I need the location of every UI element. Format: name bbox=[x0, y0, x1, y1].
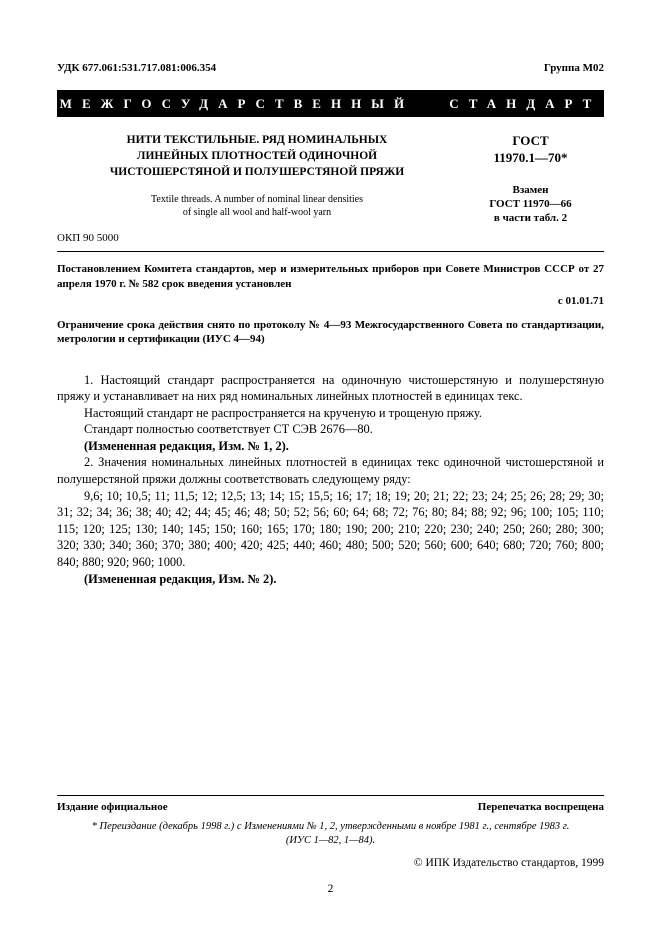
paragraph-conformity: Стандарт полностью соответствует СТ СЭВ 2676—80. bbox=[84, 422, 373, 437]
gost-designation bbox=[457, 132, 604, 166]
limitation-text: Ограничение срока действия снято по протоколу № 4—93 Межгосударственного Совета по стандартизации, метрологии и сертификации (ИУС 4—94) bbox=[57, 318, 604, 345]
divider-bottom bbox=[57, 795, 604, 796]
okp-code: ОКП 90 5000 bbox=[57, 232, 119, 244]
title-left-column bbox=[57, 132, 457, 244]
divider-top bbox=[57, 251, 604, 252]
banner-label: МЕЖГОСУДАРСТВЕННЫЙ СТАНДАРТ bbox=[59, 95, 602, 111]
paragraph-scope: 1. Настоящий стандарт распространяется на одиночную чистошерстяную и полушерстяную пряжу и устанавливает на них ряд номинальных линейных плотностей в единицах текс. bbox=[57, 372, 604, 404]
title-block bbox=[57, 132, 604, 244]
reissue-note bbox=[57, 820, 604, 848]
replaces-number: ГОСТ 11970—66 bbox=[489, 198, 572, 210]
title-en-line: of single all wool and half-wool yarn bbox=[182, 207, 332, 218]
page-number: 2 bbox=[327, 883, 334, 895]
footer-labels bbox=[57, 801, 604, 813]
title-ru-line: НИТИ ТЕКСТИЛЬНЫЕ. РЯД НОМИНАЛЬНЫХ bbox=[126, 134, 388, 146]
udk-code: УДК 677.061:531.717.081:006.354 bbox=[57, 62, 217, 74]
title-en-line: Textile threads. A number of nominal linear densities bbox=[150, 194, 364, 205]
effective-date: с 01.01.71 bbox=[557, 295, 604, 307]
title-ru-line: ЛИНЕЙНЫХ ПЛОТНОСТЕЙ ОДИНОЧНОЙ bbox=[136, 150, 378, 162]
replaces-note bbox=[457, 183, 604, 225]
gost-number: 11970.1—70* bbox=[493, 150, 568, 165]
copyright-line: © ИПК Издательство стандартов, 1999 bbox=[413, 857, 604, 869]
gost-label: ГОСТ bbox=[512, 133, 549, 148]
preamble-section bbox=[57, 262, 604, 347]
paragraph-exclusion: Настоящий стандарт не распространяется на крученую и трощеную пряжу. bbox=[84, 405, 482, 420]
document-body bbox=[57, 372, 604, 588]
document-footer bbox=[57, 795, 604, 895]
reissue-note-line: * Переиздание (декабрь 1998 г.) с Изменениями № 1, 2, утвержденными в ноябре 1981 г., сентябре 1983 г. bbox=[91, 821, 570, 832]
group-code: Группа М02 bbox=[543, 62, 604, 74]
official-edition-label: Издание официальное bbox=[57, 801, 168, 813]
replaces-label: Взамен bbox=[512, 184, 549, 196]
title-ru-line: ЧИСТОШЕРСТЯНОЙ И ПОЛУШЕРСТЯНОЙ ПРЯЖИ bbox=[109, 166, 405, 178]
decree-text: Постановлением Комитета стандартов, мер и измерительных приборов при Совете Министров СССР от 27 апреля 1970 г. № 582 срок введения установлен bbox=[57, 263, 604, 290]
reissue-note-line: (ИУС 1—82, 1—84). bbox=[285, 835, 376, 846]
document-title-ru bbox=[57, 132, 457, 180]
amendment-note-1: (Измененная редакция, Изм. № 1, 2). bbox=[84, 438, 289, 453]
amendment-note-2: (Измененная редакция, Изм. № 2). bbox=[84, 571, 277, 586]
document-title-en bbox=[57, 193, 457, 219]
interstate-standard-banner bbox=[57, 90, 604, 117]
document-top-codes bbox=[57, 62, 604, 74]
title-right-column bbox=[457, 132, 604, 244]
paragraph-values: 2. Значения номинальных линейных плотностей в единицах текс одиночной чистошерстяной и полушерстяной пряжи должны соответствовать следующему ряду: bbox=[57, 455, 604, 487]
reprint-prohibited-label: Перепечатка воспрещена bbox=[477, 801, 604, 813]
replaces-scope: в части табл. 2 bbox=[493, 212, 568, 224]
density-series: 9,6; 10; 10,5; 11; 11,5; 12; 12,5; 13; 14; 15; 15,5; 16; 17; 18; 19; 20; 21; 22; 23; 24; 25; 26; 28; 29; 30; 31; 32; 34; 36; 38; 40; 42; 44; 45; 46; 48; 50; 52; 56; 60; 64; 68; 72; 76; 80; 84; 88; 92; 96; 100; 105; 110; 115; 120; 125; 130; 140; 145; 150; 160; 165; 170; 180; 190; 200; 210; 220; 230; 240; 250; 260; 280; 300; 320; 330; 340; 360; 370; 380; 400; 420; 425; 440; 460; 480; 500; 520; 560; 600; 640; 680; 720; 760; 800; 840; 880; 920; 960; 1000. bbox=[57, 488, 604, 570]
